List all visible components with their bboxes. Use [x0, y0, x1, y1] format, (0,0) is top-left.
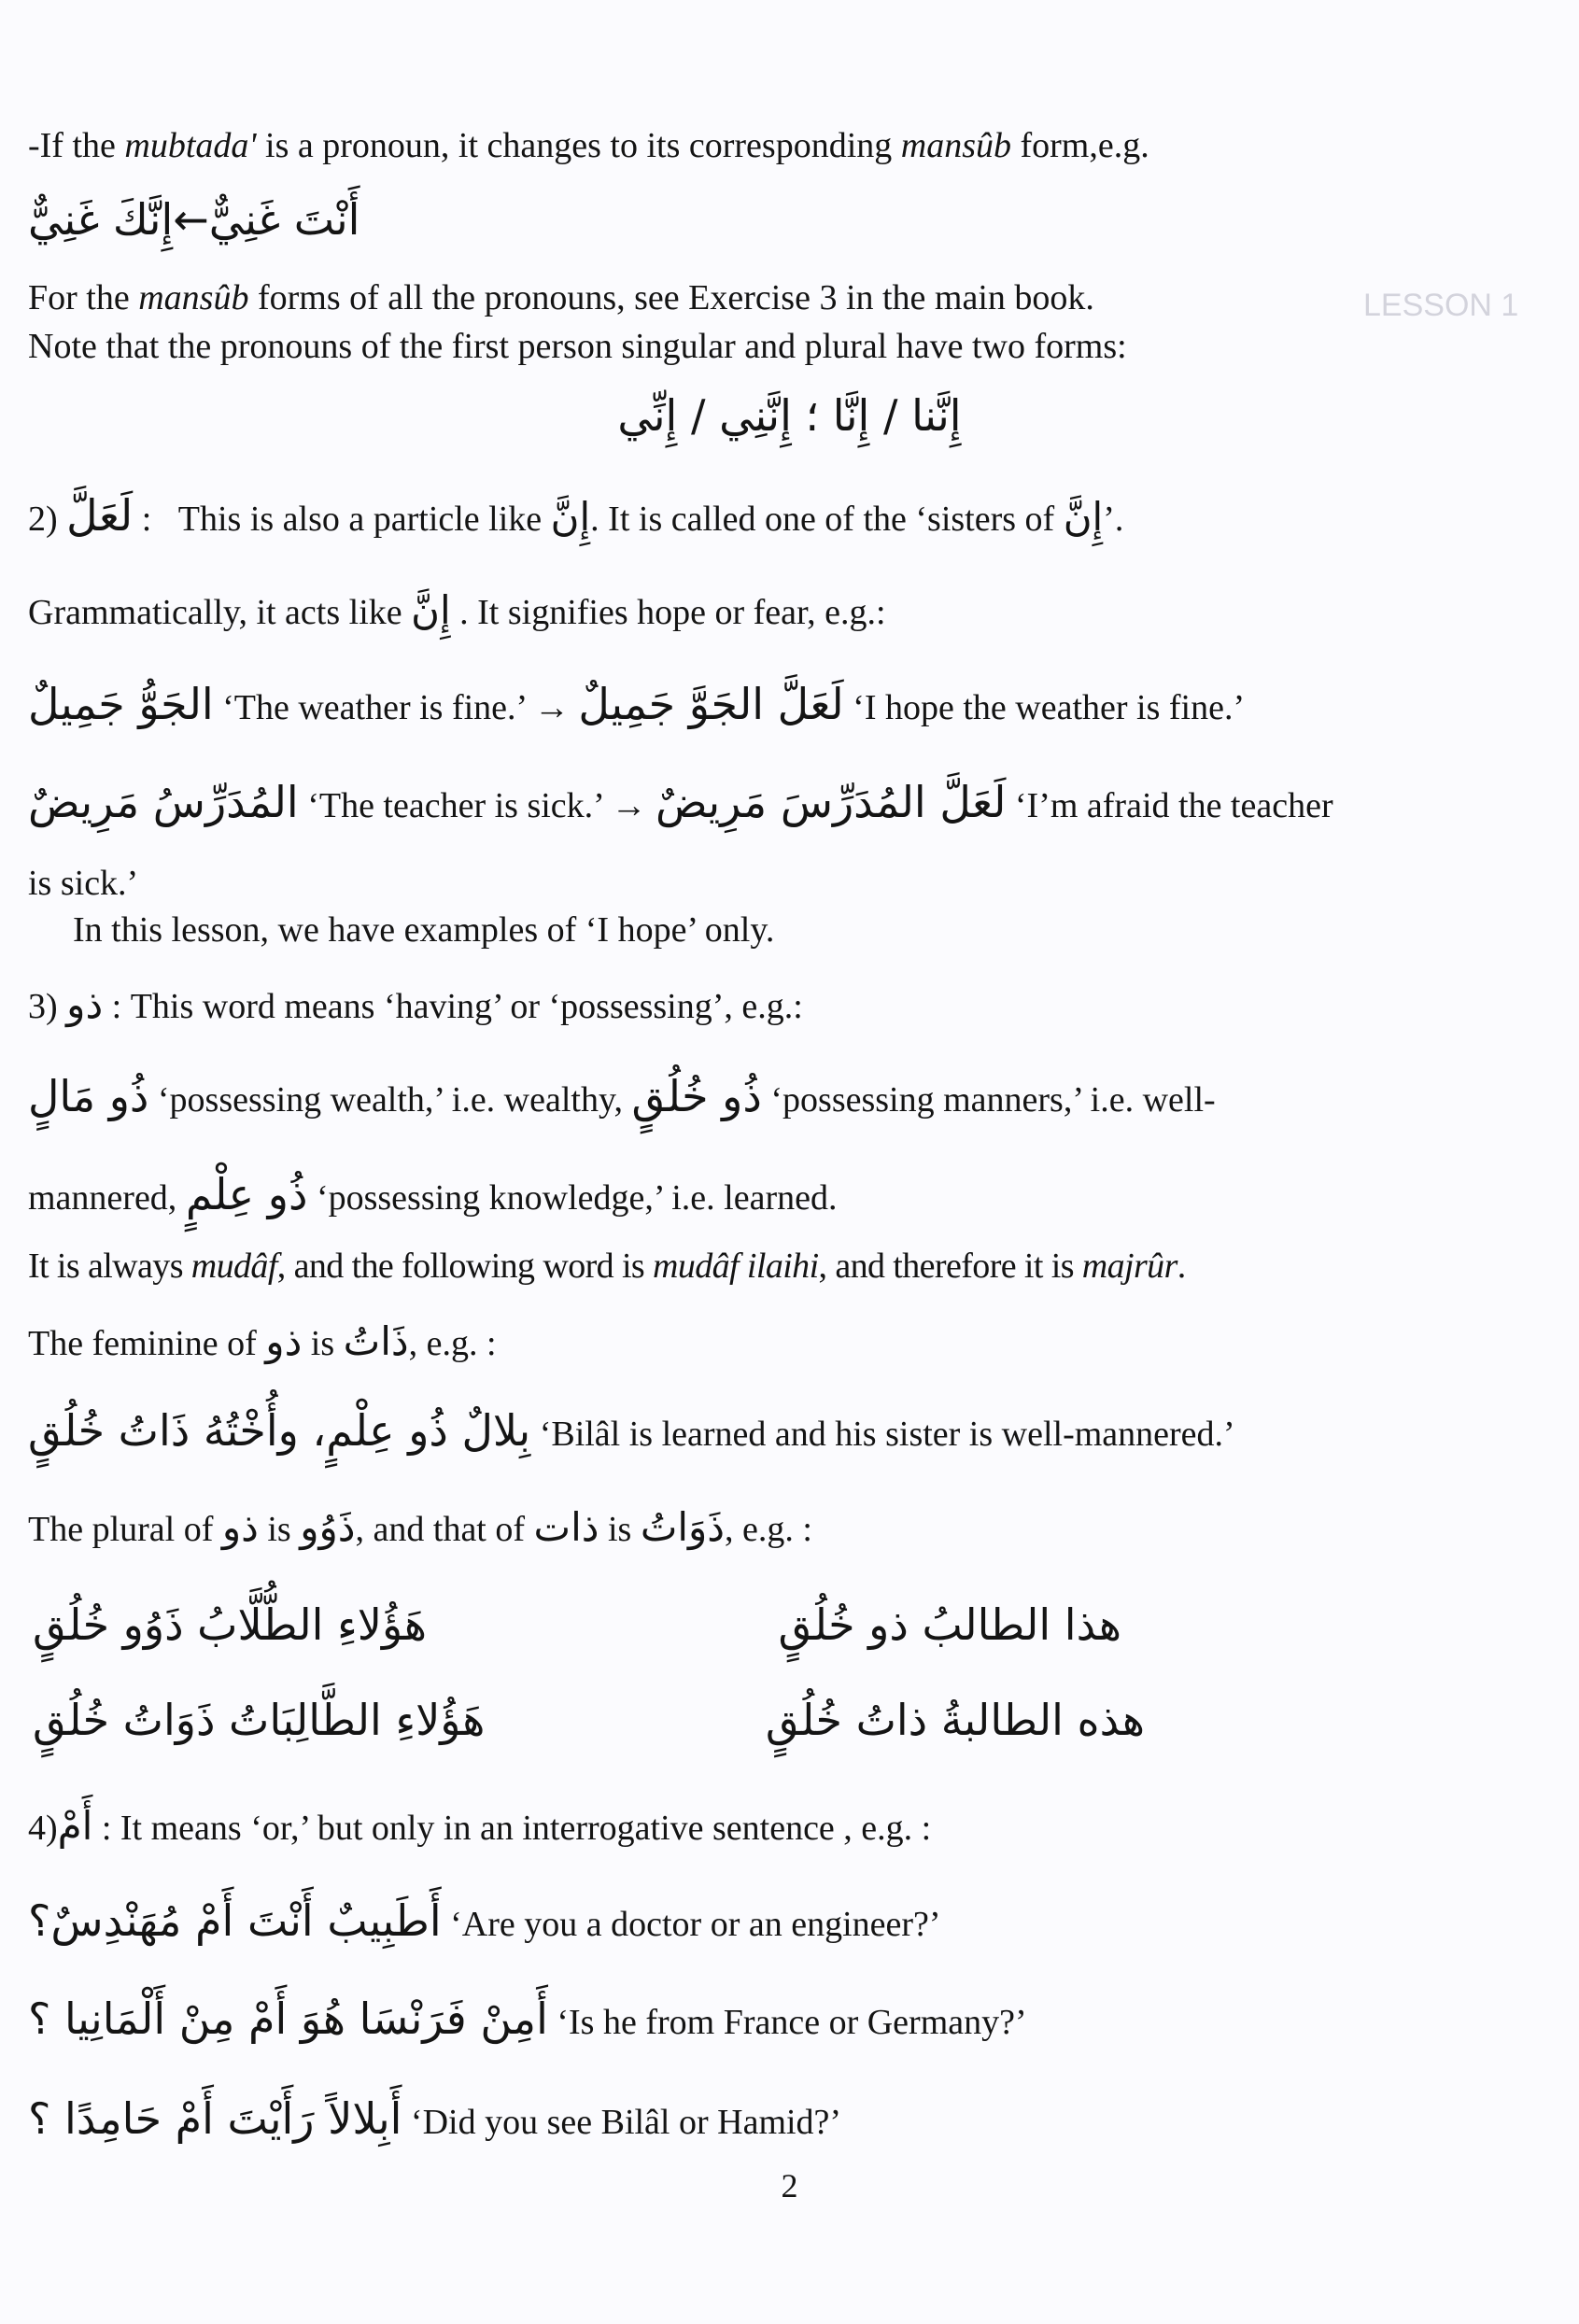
text-line-1: -If the mubtada' is a pronoun, it changes to its corresponding mansûb form,e.g.	[28, 126, 1149, 165]
example-doctor: أَطَبِيبٌ أَنْتَ أَمْ مُهَنْدِسٌ؟ ‘Are you a doctor or an engineer?’	[28, 1895, 941, 1946]
example-bilal: بِلالٌ ذُو عِلْمٍ، وأُخْتُهُ ذَاتُ خُلُقٍ ‘Bilâl is learned and his sister is well-mannered.’	[28, 1405, 1235, 1456]
table-r1-singular: هذا الطالبُ ذو خُلُقٍ	[778, 1599, 1121, 1650]
section-2-line: 2) لَعَلَّ : This is also a particle like إِنَّ. It is called one of the ‘sisters of إِنَّ’.	[28, 490, 1124, 541]
example-france: أَمِنْ فَرَنْسَا هُوَ أَمْ مِنْ أَلْمَانِيا ؟ ‘Is he from France or Germany?’	[28, 1993, 1027, 2044]
example-bilal-hamid: أَبِلالاً رَأَيْتَ أَمْ حَامِدًا ؟ ‘Did you see Bilâl or Hamid?’	[28, 2093, 842, 2144]
text-line-16: The plural of ذو is ذَوُو, and that of ذات is ذَوَاتُ, e.g. :	[28, 1504, 812, 1550]
section-3-line: 3) ذو : This word means ‘having’ or ‘possessing’, e.g.:	[28, 981, 803, 1027]
text-line-3: Note that the pronouns of the first person singular and plural have two forms:	[28, 327, 1127, 366]
example-possessing: ذُو مَالٍ ‘possessing wealth,’ i.e. wealthy, ذُو خُلُقٍ ‘possessing manners,’ i.e. well-	[28, 1071, 1216, 1121]
text-line-13: It is always mudâf, and the following word is mudâf ilaihi, and therefore it is majrûr.	[28, 1247, 1186, 1286]
table-r1-plural: هَؤُلاءِ الطُّلَّابُ ذَوُو خُلُقٍ	[33, 1599, 427, 1650]
text-line-8: is sick.’	[28, 864, 139, 903]
example-weather: الجَوُّ جَمِيلٌ ‘The weather is fine.’ → لَعَلَّ الجَوَّ جَمِيلٌ ‘I hope the weather is fine.’	[28, 679, 1246, 729]
text-line-5: Grammatically, it acts like إِنَّ . It signifies hope or fear, e.g.:	[28, 587, 886, 633]
example-teacher: المُدَرِّسُ مَرِيضٌ ‘The teacher is sick.’ → لَعَلَّ المُدَرِّسَ مَرِيضٌ ‘I’m afraid the teacher	[28, 777, 1333, 827]
table-r2-plural: هَؤُلاءِ الطَّالِبَاتُ ذَوَاتُ خُلُقٍ	[33, 1695, 486, 1745]
section-4-line: 4)أَمْ : It means ‘or,’ but only in an interrogative sentence , e.g. :	[28, 1803, 932, 1849]
page-number: 2	[781, 2167, 798, 2204]
bleed-through-heading: LESSON 1	[1363, 288, 1519, 323]
text-line-14: The feminine of ذو is ذَاتُ, e.g. :	[28, 1318, 497, 1364]
arabic-example-1: إِنَّكَ غَنِيٌّ←أَنْتَ غَنِيٌّ	[28, 194, 360, 245]
text-line-9: In this lesson, we have examples of ‘I hope’ only.	[73, 910, 775, 950]
example-knowledge: mannered, ذُو عِلْمٍ ‘possessing knowledge,’ i.e. learned.	[28, 1169, 838, 1219]
text-line-2: For the mansûb forms of all the pronouns, see Exercise 3 in the main book.	[28, 278, 1094, 317]
table-r2-singular: هذه الطالبةُ ذاتُ خُلُقٍ	[765, 1695, 1145, 1745]
arabic-pronoun-forms: إِنَّنا / إِنَّا ؛ إِنَّنِي / إِنِّي	[617, 390, 962, 441]
